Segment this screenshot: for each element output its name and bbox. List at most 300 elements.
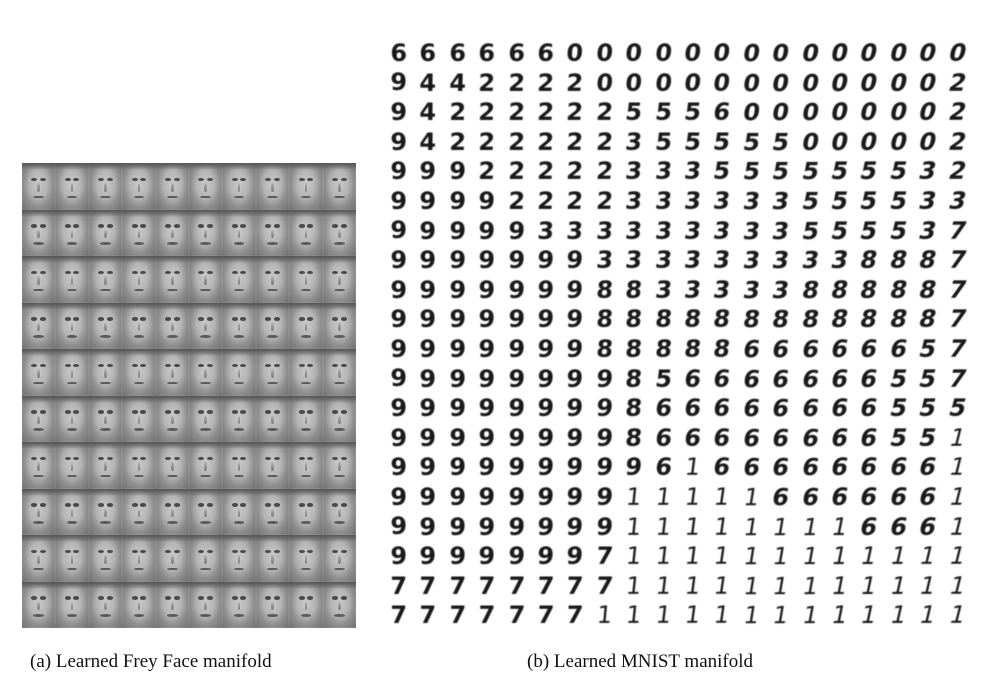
digit-tile: 2 [565, 157, 585, 186]
digit-tile: 5 [653, 97, 674, 126]
face-tile [89, 442, 122, 489]
digit-tile: 6 [653, 453, 674, 482]
digit-tile: 5 [916, 334, 940, 363]
digit-tile: 0 [887, 97, 910, 126]
digit-tile: 9 [477, 245, 496, 274]
face-tile [55, 442, 88, 489]
digit-tile: 6 [828, 423, 851, 452]
digit-tile: 1 [916, 541, 939, 570]
face-tile [89, 163, 122, 210]
digit-tile: 5 [624, 97, 644, 126]
digit-tile: 6 [770, 393, 792, 422]
digit-tile: 7 [945, 216, 970, 245]
digit-tile: 9 [536, 453, 555, 482]
digit-tile: 8 [624, 334, 644, 363]
digit-tile: 9 [477, 275, 496, 304]
face-tile [289, 582, 322, 629]
digit-tile: 1 [800, 541, 821, 570]
digit-tile: 6 [536, 38, 555, 67]
digit-tile: 6 [828, 334, 851, 363]
face-tile [22, 163, 55, 210]
digit-tile: 9 [390, 453, 408, 482]
digit-tile: 2 [448, 127, 467, 156]
face-tile [189, 303, 222, 350]
digit-tile: 1 [624, 601, 643, 630]
digit-tile: 9 [477, 541, 496, 570]
digit-tile: 9 [565, 364, 585, 393]
digit-tile: 6 [682, 364, 703, 393]
digit-tile: 0 [857, 68, 881, 97]
digit-tile: 9 [448, 512, 467, 541]
digit-tile: 6 [828, 453, 851, 482]
digit-tile: 9 [448, 216, 467, 245]
face-tile [22, 535, 55, 582]
digit-tile: 9 [390, 216, 408, 245]
digit-tile: 6 [770, 334, 792, 363]
digit-tile: 5 [682, 97, 703, 126]
digit-tile: 4 [419, 68, 437, 97]
digit-tile: 9 [448, 541, 467, 570]
digit-tile: 2 [507, 157, 526, 186]
digit-tile: 5 [828, 186, 851, 215]
digit-tile: 9 [390, 245, 408, 274]
digit-tile: 9 [565, 541, 585, 570]
digit-tile: 9 [477, 186, 496, 215]
face-tile [289, 489, 322, 536]
digit-tile: 3 [624, 245, 644, 274]
face-tile [256, 582, 289, 629]
digit-tile: 5 [653, 127, 674, 156]
face-tile [289, 210, 322, 257]
digit-tile: 0 [624, 68, 644, 97]
face-tile [256, 489, 289, 536]
digit-tile: 1 [683, 571, 703, 600]
digit-tile: 8 [887, 245, 910, 274]
digit-tile: 3 [770, 245, 792, 274]
digit-tile: 8 [916, 245, 940, 274]
digit-tile: 7 [477, 571, 496, 600]
digit-tile: 8 [682, 334, 703, 363]
digit-tile: 8 [770, 305, 792, 334]
digit-tile: 3 [740, 245, 763, 274]
digit-tile: 6 [857, 423, 881, 452]
digit-tile: 5 [799, 157, 822, 186]
digit-tile: 8 [916, 275, 940, 304]
digit-tile: 7 [448, 571, 467, 600]
face-tile [222, 396, 255, 443]
digit-tile: 0 [828, 38, 851, 67]
digit-tile: 8 [682, 305, 703, 334]
digit-tile: 7 [419, 601, 437, 630]
digit-tile: 5 [770, 127, 792, 156]
digit-tile: 1 [887, 571, 910, 600]
digit-tile: 8 [594, 334, 615, 363]
digit-tile: 1 [770, 571, 791, 600]
digit-tile: 0 [740, 68, 763, 97]
digit-tile: 1 [858, 571, 880, 600]
face-tile [289, 303, 322, 350]
digit-tile: 3 [711, 216, 733, 245]
digit-tile: 3 [711, 245, 733, 274]
digit-tile: 1 [741, 571, 762, 600]
digit-tile: 5 [828, 216, 851, 245]
digit-tile: 6 [916, 482, 940, 511]
face-tile [323, 489, 356, 536]
face-tile [156, 396, 189, 443]
digit-tile: 6 [799, 364, 822, 393]
digit-tile: 9 [477, 512, 496, 541]
face-tile [323, 303, 356, 350]
digit-tile: 6 [916, 512, 940, 541]
digit-tile: 2 [448, 97, 467, 126]
digit-tile: 5 [711, 157, 733, 186]
digit-tile: 6 [770, 482, 792, 511]
digit-tile: 9 [390, 97, 408, 126]
face-tile [323, 256, 356, 303]
digit-tile: 0 [887, 68, 910, 97]
digit-tile: 6 [711, 393, 733, 422]
digit-tile: 3 [653, 275, 674, 304]
digit-tile: 5 [799, 216, 822, 245]
digit-tile: 2 [945, 157, 970, 186]
digit-tile: 5 [740, 157, 763, 186]
digit-tile: 6 [799, 453, 822, 482]
digit-tile: 9 [536, 482, 555, 511]
digit-tile: 6 [740, 393, 763, 422]
digit-tile: 9 [390, 334, 408, 363]
digit-tile: 9 [448, 393, 467, 422]
digit-tile: 1 [887, 601, 910, 630]
digit-tile: 3 [682, 186, 703, 215]
face-tile [323, 349, 356, 396]
digit-tile: 3 [828, 245, 851, 274]
digit-tile: 1 [654, 601, 673, 630]
digit-tile: 9 [390, 364, 408, 393]
digit-tile: 8 [594, 305, 615, 334]
digit-tile: 9 [390, 305, 408, 334]
face-tile [189, 396, 222, 443]
face-tile [22, 210, 55, 257]
digit-tile: 3 [770, 186, 792, 215]
face-tile [289, 256, 322, 303]
digit-tile: 6 [857, 334, 881, 363]
face-tile [222, 535, 255, 582]
digit-tile: 2 [565, 97, 585, 126]
digit-tile: 0 [916, 127, 940, 156]
digit-tile: 1 [946, 423, 969, 452]
digit-tile: 1 [946, 541, 969, 570]
digit-tile: 9 [565, 512, 585, 541]
digit-tile: 3 [711, 275, 733, 304]
face-tile [189, 442, 222, 489]
digit-tile: 0 [887, 127, 910, 156]
digit-tile: 5 [857, 186, 881, 215]
face-tile [156, 303, 189, 350]
digit-tile: 4 [419, 127, 437, 156]
digit-tile: 0 [711, 68, 733, 97]
digit-tile: 9 [419, 216, 437, 245]
digit-tile: 7 [945, 334, 970, 363]
digit-tile: 3 [945, 186, 970, 215]
digit-tile: 6 [477, 38, 496, 67]
digit-tile: 6 [857, 482, 881, 511]
digit-tile: 1 [829, 541, 851, 570]
digit-tile: 0 [828, 68, 851, 97]
digit-tile: 1 [683, 512, 703, 541]
digit-tile: 9 [536, 305, 555, 334]
digit-tile: 7 [507, 571, 526, 600]
face-tile [55, 163, 88, 210]
face-tile [189, 256, 222, 303]
face-tile [323, 210, 356, 257]
digit-tile: 1 [683, 601, 703, 630]
digit-tile: 6 [799, 393, 822, 422]
digit-tile: 0 [740, 97, 763, 126]
digit-tile: 9 [594, 364, 615, 393]
digit-tile: 9 [419, 186, 437, 215]
face-tile [256, 535, 289, 582]
digit-tile: 9 [390, 393, 408, 422]
digit-tile: 2 [536, 157, 555, 186]
digit-tile: 3 [653, 216, 674, 245]
face-tile [323, 535, 356, 582]
digit-tile: 1 [624, 512, 643, 541]
digit-tile: 1 [741, 541, 762, 570]
digit-tile: 8 [711, 334, 733, 363]
digit-tile: 3 [624, 216, 644, 245]
digit-tile: 9 [448, 453, 467, 482]
digit-tile: 1 [946, 601, 969, 630]
digit-tile: 0 [857, 38, 881, 67]
digit-tile: 9 [594, 482, 615, 511]
digit-tile: 1 [858, 601, 880, 630]
digit-tile: 8 [828, 305, 851, 334]
digit-tile: 2 [477, 97, 496, 126]
face-tile [22, 396, 55, 443]
digit-tile: 2 [536, 127, 555, 156]
digit-tile: 9 [419, 305, 437, 334]
digit-tile: 2 [507, 68, 526, 97]
digit-tile: 2 [536, 68, 555, 97]
digit-tile: 9 [419, 245, 437, 274]
digit-tile: 3 [740, 275, 763, 304]
digit-tile: 8 [624, 364, 644, 393]
digit-tile: 8 [624, 393, 644, 422]
digit-tile: 9 [507, 541, 526, 570]
face-tile [89, 349, 122, 396]
digit-tile: 6 [799, 423, 822, 452]
face-tile [89, 396, 122, 443]
digit-tile: 1 [712, 601, 732, 630]
digit-tile: 3 [916, 216, 940, 245]
face-tile [122, 396, 155, 443]
digit-tile: 9 [507, 512, 526, 541]
face-tile [323, 396, 356, 443]
digit-tile: 7 [477, 601, 496, 630]
digit-tile: 9 [390, 541, 408, 570]
digit-tile: 7 [945, 305, 970, 334]
digit-tile: 6 [828, 364, 851, 393]
digit-tile: 9 [419, 512, 437, 541]
digit-tile: 5 [916, 364, 940, 393]
digit-tile: 0 [711, 38, 733, 67]
digit-tile: 2 [565, 127, 585, 156]
digit-tile: 3 [682, 245, 703, 274]
face-tile [189, 349, 222, 396]
digit-tile: 6 [740, 364, 763, 393]
digit-tile: 1 [829, 512, 851, 541]
digit-tile: 3 [682, 275, 703, 304]
digit-tile: 8 [887, 275, 910, 304]
digit-tile: 2 [507, 186, 526, 215]
face-tile [122, 210, 155, 257]
digit-tile: 9 [594, 393, 615, 422]
digit-tile: 6 [857, 393, 881, 422]
digit-tile: 5 [828, 157, 851, 186]
digit-tile: 3 [916, 186, 940, 215]
digit-tile: 9 [419, 334, 437, 363]
face-tile [156, 163, 189, 210]
digit-tile: 1 [887, 541, 910, 570]
digit-tile: 6 [507, 38, 526, 67]
digit-tile: 6 [799, 334, 822, 363]
digit-tile: 6 [682, 423, 703, 452]
digit-tile: 6 [653, 393, 674, 422]
digit-tile: 7 [565, 601, 585, 630]
face-tile [189, 163, 222, 210]
digit-tile: 6 [770, 453, 792, 482]
digit-tile: 0 [857, 97, 881, 126]
digit-tile: 0 [624, 38, 644, 67]
face-tile [89, 303, 122, 350]
digit-tile: 9 [536, 512, 555, 541]
digit-tile: 9 [448, 245, 467, 274]
digit-tile: 7 [390, 601, 408, 630]
digit-tile: 7 [945, 275, 970, 304]
digit-tile: 1 [829, 601, 851, 630]
digit-tile: 6 [770, 364, 792, 393]
face-tile [55, 535, 88, 582]
digit-tile: 1 [624, 541, 643, 570]
digit-tile: 0 [828, 97, 851, 126]
digit-tile: 7 [594, 571, 615, 600]
digit-tile: 8 [740, 305, 763, 334]
digit-tile: 9 [536, 393, 555, 422]
digit-tile: 9 [477, 216, 496, 245]
face-tile [256, 396, 289, 443]
face-tile [122, 582, 155, 629]
digit-tile: 1 [770, 512, 791, 541]
digit-tile: 9 [477, 364, 496, 393]
digit-tile: 2 [507, 127, 526, 156]
digit-tile: 1 [770, 541, 791, 570]
digit-tile: 2 [945, 97, 970, 126]
digit-tile: 6 [828, 393, 851, 422]
face-tile [122, 535, 155, 582]
digit-tile: 5 [887, 393, 910, 422]
digit-tile: 7 [507, 601, 526, 630]
digit-tile: 9 [448, 482, 467, 511]
face-tile [323, 582, 356, 629]
digit-tile: 9 [477, 334, 496, 363]
digit-tile: 2 [477, 157, 496, 186]
digit-tile: 2 [536, 186, 555, 215]
digit-tile: 4 [419, 97, 437, 126]
digit-tile: 9 [536, 423, 555, 452]
digit-tile: 8 [887, 305, 910, 334]
digit-tile: 7 [419, 571, 437, 600]
digit-tile: 8 [594, 275, 615, 304]
digit-tile: 1 [800, 571, 821, 600]
digit-tile: 0 [594, 68, 615, 97]
digit-tile: 9 [477, 423, 496, 452]
digit-tile: 9 [448, 305, 467, 334]
face-tile [156, 210, 189, 257]
face-tile [256, 163, 289, 210]
digit-tile: 9 [565, 305, 585, 334]
digit-tile: 9 [565, 453, 585, 482]
digit-tile: 0 [682, 68, 703, 97]
digit-tile: 9 [448, 186, 467, 215]
digit-tile: 0 [857, 127, 881, 156]
digit-tile: 2 [536, 97, 555, 126]
digit-tile: 9 [448, 334, 467, 363]
digit-tile: 3 [594, 216, 615, 245]
digit-tile: 2 [477, 127, 496, 156]
face-tile [22, 349, 55, 396]
digit-tile: 9 [419, 453, 437, 482]
digit-tile: 1 [770, 601, 791, 630]
digit-tile: 3 [624, 127, 644, 156]
digit-tile: 1 [654, 541, 673, 570]
digit-tile: 7 [565, 571, 585, 600]
face-tile [55, 582, 88, 629]
digit-tile: 1 [916, 601, 939, 630]
face-tile [156, 442, 189, 489]
digit-tile: 1 [654, 512, 673, 541]
digit-tile: 7 [448, 601, 467, 630]
digit-tile: 2 [945, 68, 970, 97]
face-tile [122, 163, 155, 210]
digit-tile: 5 [857, 216, 881, 245]
face-tile [89, 582, 122, 629]
digit-tile: 7 [594, 541, 615, 570]
digit-tile: 9 [507, 423, 526, 452]
digit-tile: 3 [624, 186, 644, 215]
digit-tile: 0 [770, 97, 792, 126]
digit-tile: 3 [682, 216, 703, 245]
face-tile [289, 535, 322, 582]
face-tile [222, 582, 255, 629]
digit-tile: 0 [799, 38, 822, 67]
digit-tile: 5 [682, 127, 703, 156]
digit-tile: 6 [711, 364, 733, 393]
digit-tile: 2 [594, 186, 615, 215]
digit-tile: 5 [887, 364, 910, 393]
digit-tile: 1 [946, 512, 969, 541]
caption-frey-face: (a) Learned Frey Face manifold [30, 651, 272, 672]
digit-tile: 1 [829, 571, 851, 600]
digit-tile: 9 [419, 275, 437, 304]
digit-tile: 0 [799, 68, 822, 97]
digit-tile: 3 [770, 216, 792, 245]
digit-tile: 6 [770, 423, 792, 452]
face-tile [55, 489, 88, 536]
face-tile [55, 256, 88, 303]
digit-tile: 6 [711, 97, 733, 126]
digit-tile: 9 [448, 423, 467, 452]
digit-tile: 9 [448, 275, 467, 304]
